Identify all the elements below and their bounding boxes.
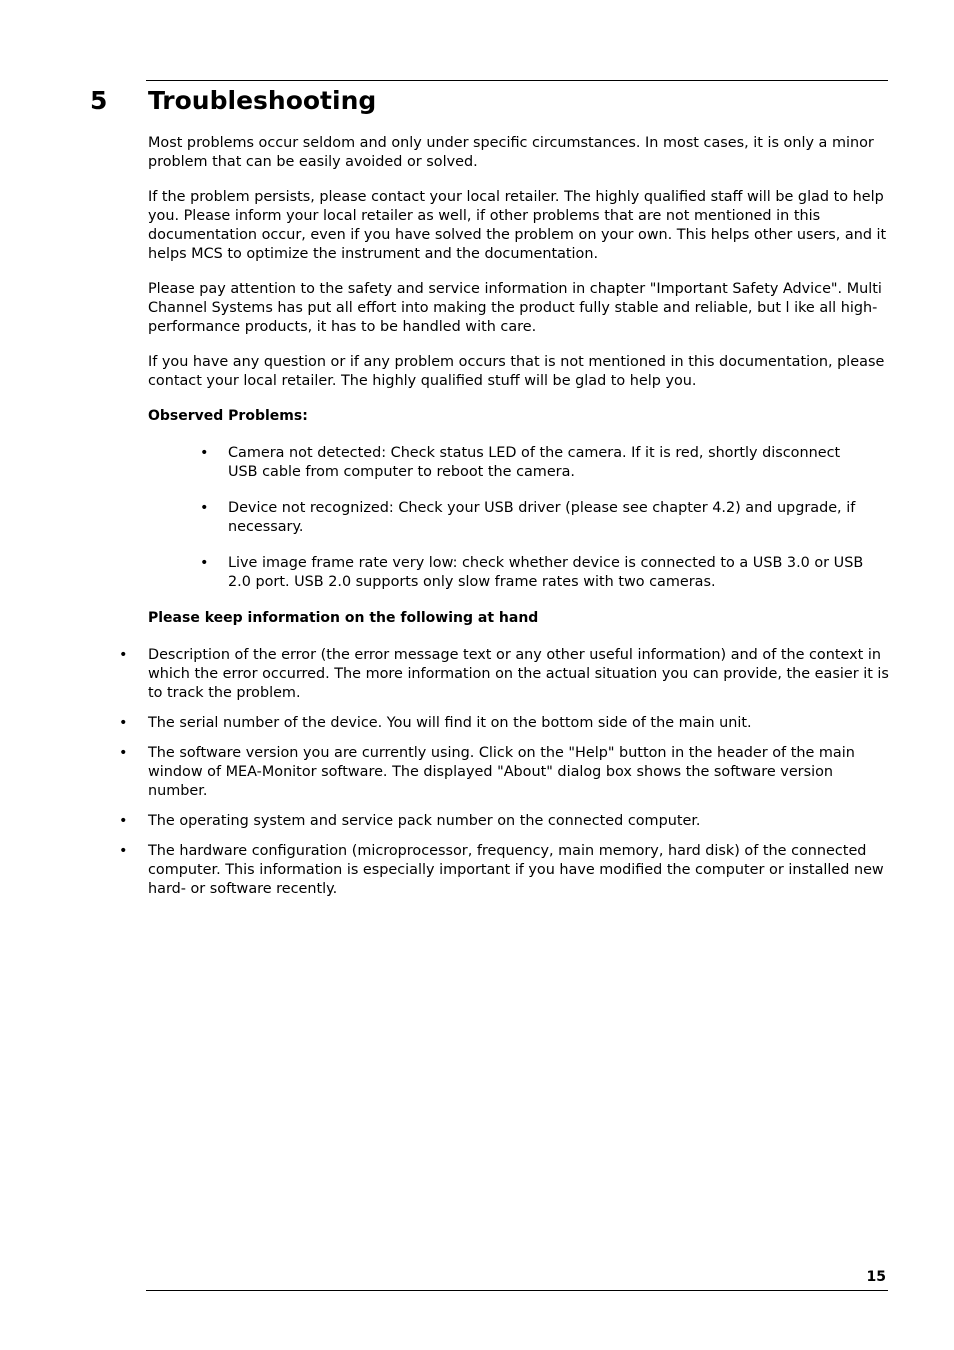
observed-problems-label: Observed Problems: [148,408,308,424]
bullet-icon: • [200,445,209,461]
chapter-title: Troubleshooting [148,86,377,115]
bullet-icon: • [119,715,128,731]
list-item-text: Camera not detected: Check status LED of the camera. If it is red, shortly disconnect USB cable from computer to reboot the camera. [228,445,841,480]
footer-rule [146,1290,888,1291]
bullet-icon: • [119,813,128,829]
page-number: 15 [866,1269,886,1285]
list-item-text: The operating system and service pack number on the connected computer. [148,813,701,829]
list-item-text: The serial number of the device. You will find it on the bottom side of the main unit. [148,715,752,731]
list-item-text: Device not recognized: Check your USB driver (please see chapter 4.2) and upgrade, if necessary. [228,500,856,535]
bullet-icon: • [200,555,209,571]
list-item [119,714,890,733]
paragraph-questions: If you have any question or if any problem occurs that is not mentioned in this documentation, please contact your local retailer. The highly qualified stuff will be glad to help you. [148,354,885,389]
paragraph-contact-retailer: If the problem persists, please contact your local retailer. The highly qualified staff will be glad to help you. Please inform your local retailer as well, if other problems that are not mentioned in this documentation occur, even if you have solved the problem on your own. This helps other users, and it helps MCS to optimize the instrument and the documentation. [148,189,887,262]
keep-information-label: Please keep information on the following at hand [148,610,539,626]
keep-information-list [119,646,890,899]
list-item [119,744,890,801]
list-item [119,842,890,899]
list-item [200,499,890,537]
bullet-icon: • [200,500,209,516]
header-rule [146,80,888,81]
list-item-text: Live image frame rate very low: check whether device is connected to a USB 3.0 or USB 2.0 port. USB 2.0 supports only slow frame rates with two cameras. [228,555,864,590]
paragraph-safety: Please pay attention to the safety and service information in chapter "Important Safety Advice". Multi Channel Systems has put all effort into making the product fully stable and reliable, but l ike all high-performance products, it has to be handled with care. [148,281,882,335]
bullet-icon: • [119,843,128,859]
chapter-heading [90,84,890,118]
paragraph-intro: Most problems occur seldom and only under specific circumstances. In most cases, it is only a minor problem that can be easily avoided or solved. [148,135,874,170]
bullet-icon: • [119,745,128,761]
observed-problems-list [148,444,890,592]
list-item-text: Description of the error (the error message text or any other useful information) and of the context in which the error occurred. The more information on the actual situation you can provide, the easier it is to track the problem. [148,647,889,701]
list-item-text: The software version you are currently using. Click on the "Help" button in the header of the main window of MEA-Monitor software. The displayed "About" dialog box shows the software version number. [148,745,855,799]
document-body [119,134,890,910]
list-item [200,444,890,482]
list-item [119,646,890,703]
bullet-icon: • [119,647,128,663]
list-item [119,812,890,831]
chapter-number: 5 [90,86,108,115]
list-item [200,554,890,592]
list-item-text: The hardware configuration (microprocessor, frequency, main memory, hard disk) of the connected computer. This information is especially important if you have modified the computer or installed new hard- or software recently. [148,843,884,897]
